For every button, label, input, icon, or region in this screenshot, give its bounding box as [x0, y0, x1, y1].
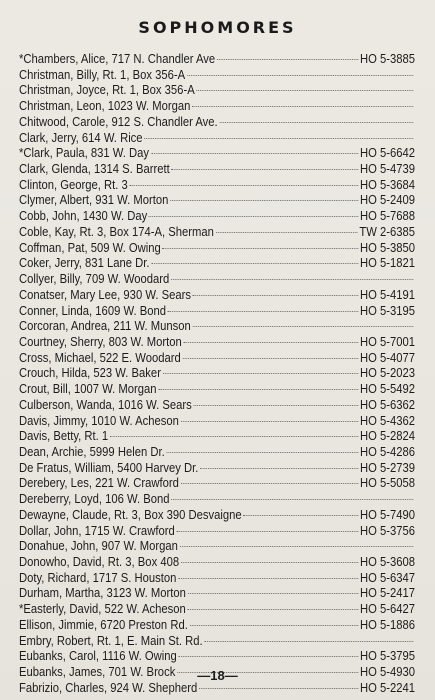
directory-entry: [19, 429, 415, 445]
entry-phone: HO 5-2417: [359, 586, 415, 601]
entry-phone: HO 5-3850: [359, 240, 415, 255]
dot-leader: [158, 389, 358, 390]
entry-phone: TW 2-6385: [359, 224, 415, 239]
dot-leader: [149, 216, 358, 217]
entry-name-address: Eubanks, James, 701 W. Brock: [19, 665, 176, 680]
directory-entry: [19, 256, 415, 272]
entry-phone: HO 5-6362: [359, 397, 415, 412]
directory-entry: [19, 414, 415, 430]
dot-leader: [171, 279, 413, 280]
directory-entry: [19, 602, 415, 618]
entry-phone: HO 5-6642: [359, 146, 415, 161]
entry-phone: HO 5-5058: [359, 476, 415, 491]
entry-name-address: Corcoran, Andrea, 211 W. Munson: [19, 319, 191, 334]
dot-leader: [168, 311, 358, 312]
entry-name-address: Conner, Linda, 1609 W. Bond: [19, 303, 166, 318]
directory-entry: [19, 319, 415, 335]
entry-name-address: Durham, Martha, 3123 W. Morton: [19, 586, 186, 601]
dot-leader: [216, 232, 358, 233]
directory-entry: [19, 193, 415, 209]
directory-entry: [19, 555, 415, 571]
dot-leader: [200, 468, 358, 469]
page-number: —18—: [197, 668, 238, 683]
directory-entry: [19, 335, 415, 351]
directory-entry: [19, 492, 415, 508]
entry-name-address: Christman, Billy, Rt. 1, Box 356-A: [19, 67, 186, 82]
entry-name-address: Derebery, Les, 221 W. Crawford: [19, 476, 179, 491]
dot-leader: [193, 295, 358, 296]
directory-entry: [19, 649, 415, 665]
dot-leader: [171, 499, 413, 500]
dot-leader: [187, 75, 413, 76]
directory-entry: [19, 241, 415, 257]
directory-entry: [19, 225, 415, 241]
dot-leader: [196, 90, 413, 91]
entry-phone: HO 5-5492: [359, 382, 415, 397]
entry-phone: HO 5-4191: [359, 287, 415, 302]
entry-phone: HO 5-2824: [359, 429, 415, 444]
entry-name-address: Crout, Bill, 1007 W. Morgan: [19, 382, 157, 397]
entry-phone: HO 5-3756: [359, 523, 415, 538]
entry-phone: HO 5-3684: [359, 177, 415, 192]
entry-phone: HO 5-4362: [359, 413, 415, 428]
directory-entry: [19, 178, 415, 194]
directory-entry: [19, 146, 415, 162]
dot-leader: [188, 593, 358, 594]
directory-entry: [19, 461, 415, 477]
entry-phone: HO 5-2241: [359, 680, 415, 695]
entry-name-address: Conatser, Mary Lee, 930 W. Sears: [19, 287, 191, 302]
directory-entry: [19, 366, 415, 382]
student-directory-list: [19, 52, 415, 696]
entry-name-address: Ellison, Jimmie, 6720 Preston Rd.: [19, 617, 188, 632]
entry-name-address: Courtney, Sherry, 803 W. Morton: [19, 334, 182, 349]
dot-leader: [130, 185, 359, 186]
dot-leader: [172, 169, 359, 170]
entry-phone: HO 5-2023: [359, 366, 415, 381]
entry-name-address: Dereberry, Loyd, 106 W. Bond: [19, 492, 170, 507]
entry-name-address: Davis, Jimmy, 1010 W. Acheson: [19, 413, 179, 428]
entry-name-address: Donahue, John, 907 W. Morgan: [19, 539, 178, 554]
section-heading: SOPHOMORES: [138, 18, 297, 37]
entry-name-address: Christman, Joyce, Rt. 1, Box 356-A: [19, 83, 195, 98]
dot-leader: [163, 373, 358, 374]
entry-phone: HO 5-6347: [359, 570, 415, 585]
entry-name-address: Crouch, Hilda, 523 W. Baker: [19, 366, 161, 381]
entry-name-address: Culberson, Wanda, 1016 W. Sears: [19, 397, 192, 412]
entry-name-address: Donowho, David, Rt. 3, Box 408: [19, 555, 180, 569]
dot-leader: [217, 59, 358, 60]
entry-name-address: Embry, Robert, Rt. 1, E. Main St. Rd.: [19, 633, 203, 648]
dot-leader: [167, 452, 359, 453]
dot-leader: [144, 138, 413, 139]
directory-entry: [19, 131, 415, 147]
entry-name-address: Coble, Kay, Rt. 3, Box 174-A, Sherman: [19, 224, 214, 239]
directory-entry: [19, 634, 415, 650]
directory-entry: [19, 209, 415, 225]
directory-entry: [19, 162, 415, 178]
directory-entry: [19, 508, 415, 524]
dot-leader: [243, 515, 358, 516]
entry-name-address: Davis, Betty, Rt. 1: [19, 429, 109, 444]
directory-entry: [19, 586, 415, 602]
directory-entry: [19, 382, 415, 398]
dot-leader: [181, 421, 358, 422]
entry-phone: HO 5-3885: [359, 52, 415, 66]
directory-entry: [19, 288, 415, 304]
entry-phone: HO 5-1821: [359, 256, 415, 271]
dot-leader: [190, 625, 359, 626]
entry-name-address: *Chambers, Alice, 717 N. Chandler Ave: [19, 52, 216, 66]
entry-name-address: Chitwood, Carole, 912 S. Chandler Ave.: [19, 114, 218, 129]
entry-name-address: *Easterly, David, 522 W. Acheson: [19, 602, 186, 617]
directory-entry: [19, 304, 415, 320]
entry-name-address: Clinton, George, Rt. 3: [19, 177, 128, 192]
dot-leader: [163, 248, 359, 249]
dot-leader: [180, 546, 414, 547]
entry-phone: HO 5-4286: [359, 444, 415, 459]
entry-name-address: Dean, Archie, 5999 Helen Dr.: [19, 444, 165, 459]
dot-leader: [170, 200, 358, 201]
entry-name-address: Eubanks, Carol, 1116 W. Owing: [19, 649, 177, 664]
entry-phone: HO 5-7001: [359, 334, 415, 349]
entry-phone: HO 5-4930: [359, 665, 415, 680]
dot-leader: [178, 578, 358, 579]
directory-entry: [19, 539, 415, 555]
dot-leader: [193, 326, 414, 327]
dot-leader: [151, 153, 358, 154]
dot-leader: [184, 342, 359, 343]
dot-leader: [177, 531, 359, 532]
entry-name-address: Coffman, Pat, 509 W. Owing: [19, 240, 161, 255]
entry-phone: HO 5-6427: [359, 602, 415, 617]
directory-entry: [19, 524, 415, 540]
entry-phone: HO 5-7688: [359, 209, 415, 224]
entry-name-address: Dewayne, Claude, Rt. 3, Box 390 Desvaigne: [19, 507, 242, 522]
dot-leader: [188, 609, 359, 610]
entry-phone: HO 5-2739: [359, 460, 415, 475]
entry-phone: HO 5-4739: [359, 162, 415, 177]
entry-name-address: Doty, Richard, 1717 S. Houston: [19, 570, 177, 585]
dot-leader: [110, 436, 358, 437]
directory-entry: [19, 681, 415, 697]
dot-leader: [181, 483, 358, 484]
entry-name-address: Coker, Jerry, 831 Lane Dr.: [19, 256, 150, 271]
directory-entry: [19, 618, 415, 634]
directory-entry: [19, 272, 415, 288]
entry-name-address: Clark, Glenda, 1314 S. Barrett: [19, 162, 170, 177]
entry-name-address: Christman, Leon, 1023 W. Morgan: [19, 99, 191, 114]
dot-leader: [181, 562, 358, 563]
entry-phone: HO 5-3195: [359, 303, 415, 318]
entry-name-address: Dollar, John, 1715 W. Crawford: [19, 523, 175, 538]
directory-entry: [19, 52, 415, 68]
entry-name-address: *Clark, Paula, 831 W. Day: [19, 146, 150, 161]
dot-leader: [179, 656, 359, 657]
directory-entry: [19, 571, 415, 587]
entry-name-address: Clark, Jerry, 614 W. Rice: [19, 130, 143, 145]
directory-entry: [19, 398, 415, 414]
entry-name-address: Cross, Michael, 522 E. Woodard: [19, 350, 181, 365]
entry-name-address: Cobb, John, 1430 W. Day: [19, 209, 148, 224]
directory-entry: [19, 445, 415, 461]
entry-phone: HO 5-3608: [359, 555, 415, 569]
entry-name-address: Fabrizio, Charles, 924 W. Shepherd: [19, 680, 198, 695]
directory-entry: [19, 476, 415, 492]
directory-entry: [19, 68, 415, 84]
entry-phone: HO 5-2409: [359, 193, 415, 208]
dot-leader: [183, 358, 359, 359]
entry-name-address: Collyer, Billy, 709 W. Woodard: [19, 272, 170, 287]
dot-leader: [199, 688, 358, 689]
directory-entry: [19, 115, 415, 131]
directory-entry: [19, 351, 415, 367]
dot-leader: [194, 405, 359, 406]
dot-leader: [219, 122, 413, 123]
entry-name-address: De Fratus, William, 5400 Harvey Dr.: [19, 460, 199, 475]
entry-phone: HO 5-3795: [359, 649, 415, 664]
directory-entry: [19, 99, 415, 115]
entry-phone: HO 5-1886: [359, 617, 415, 632]
directory-entry: [19, 83, 415, 99]
dot-leader: [192, 106, 413, 107]
dot-leader: [204, 641, 413, 642]
entry-phone: HO 5-7490: [359, 507, 415, 522]
entry-name-address: Clymer, Albert, 931 W. Morton: [19, 193, 169, 208]
dot-leader: [151, 263, 358, 264]
entry-phone: HO 5-4077: [359, 350, 415, 365]
